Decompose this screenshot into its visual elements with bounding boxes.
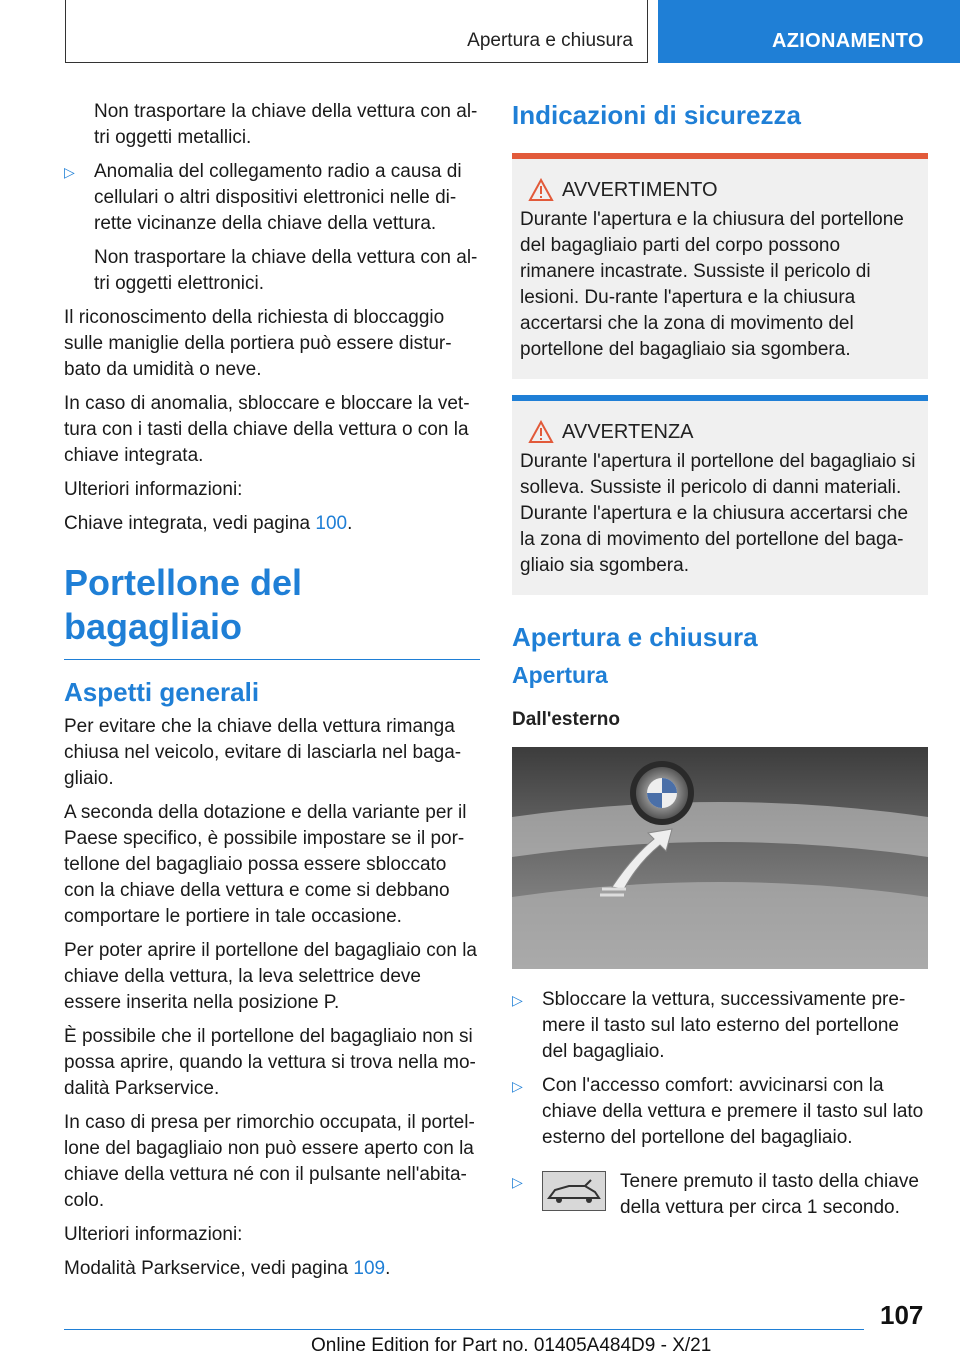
list-item: ▷ Anomalia del collegamento radio a causa di cellulari o altri dispositivi elettronici nelle di-rette vicinanze della chiave della vettura. xyxy=(64,161,462,234)
paragraph: Ulteriori informazioni: xyxy=(64,479,243,500)
paragraph: Ulteriori informazioni: xyxy=(64,1224,243,1245)
paragraph: In caso di presa per rimorchio occupata, il portel-lone del bagagliaio non può essere aperto con la chiave della vettura né con il pulsante nell'abita-colo. xyxy=(64,1112,475,1211)
paragraph: Chiave integrata, vedi pagina 100. xyxy=(64,513,353,534)
bullet-triangle-icon: ▷ xyxy=(512,1078,523,1094)
footer-edition: Online Edition for Part no. 01405A484D9 - X/21 xyxy=(311,1335,712,1356)
warning-box xyxy=(512,153,928,379)
subsection-title: Indicazioni di sicurezza xyxy=(512,100,801,130)
tailgate-button-photo xyxy=(512,747,928,969)
header-section-box xyxy=(65,0,648,63)
car-tailgate-key-icon xyxy=(542,1171,606,1211)
paragraph: Per poter aprire il portellone del bagagliaio con la chiave della vettura, la leva selettrice deve essere inserita nella posizione P. xyxy=(64,940,477,1013)
subsection-title: Apertura e chiusura xyxy=(512,622,758,652)
paragraph: Non trasportare la chiave della vettura con al-tri oggetti elettronici. xyxy=(94,247,478,294)
left-column xyxy=(64,99,480,1290)
paragraph-heading: Dall'esterno xyxy=(512,709,620,730)
warning-triangle-icon xyxy=(528,420,554,444)
paragraph: A seconda della dotazione e della variante per il Paese specifico, è possibile impostare se il por-tellone del bagagliaio possa essere sbloccato con la chiave della vettura e come si debbano comportare le portiere in tale occasione. xyxy=(64,802,467,927)
paragraph: Il riconoscimento della richiesta di bloccaggio sulle maniglie della portiera può essere distur-bato da umidità o neve. xyxy=(64,307,452,380)
page-link[interactable]: 109 xyxy=(353,1258,386,1279)
paragraph: È possibile che il portellone del bagagliaio non si possa aprire, quando la vettura si trova nella mo-dalità Parkservice. xyxy=(64,1026,476,1099)
paragraph: Per evitare che la chiave della vettura rimanga chiusa nel veicolo, evitare di lasciarla nel baga-gliaio. xyxy=(64,716,462,789)
bullet-triangle-icon: ▷ xyxy=(512,1174,523,1190)
notice-text: Durante l'apertura il portellone del bagagliaio si solleva. Sussiste il pericolo di danni materiali. Durante l'apertura e la chiusura accertarsi che la zona di movimento del portellone del baga-gliaio sia sgombera. xyxy=(520,451,916,576)
list-item: ▷ Sbloccare la vettura, successivamente pre-mere il tasto sul lato esterno del portellone del bagagliaio. xyxy=(512,989,906,1062)
subsection-title: Aspetti generali xyxy=(64,677,260,707)
right-column xyxy=(512,99,928,1221)
page-link[interactable]: 100 xyxy=(315,513,348,534)
warning-triangle-icon xyxy=(528,178,554,202)
header-chapter-tab xyxy=(658,0,960,63)
bullet-triangle-icon: ▷ xyxy=(64,164,75,180)
notice-box xyxy=(512,395,928,595)
bullet-triangle-icon: ▷ xyxy=(512,992,523,1008)
section-title: Portellone del bagagliaio xyxy=(64,561,480,660)
warning-text: Durante l'apertura e la chiusura del portellone del bagagliaio parti del corpo possono rimanere incastrate. Sussiste il pericolo di lesioni. Du-rante l'apertura e la chiusura accertarsi che la zona di movimento del portellone del bagagliaio sia sgombera. xyxy=(520,209,904,360)
list-item: ▷ Tenere premuto il tasto della chiave della vettura per circa 1 secondo. xyxy=(512,1171,919,1218)
header-section-title: Apertura e chiusura xyxy=(467,30,633,51)
footer-divider xyxy=(64,1329,864,1330)
paragraph: In caso di anomalia, sbloccare e bloccare la vet-tura con i tasti della chiave della vettura o con la chiave integrata. xyxy=(64,393,470,466)
list-item: ▷ Con l'accesso comfort: avvicinarsi con la chiave della vettura e premere il tasto sul lato esterno del portellone del bagagliaio. xyxy=(512,1075,924,1148)
subsubsection-title: Apertura xyxy=(512,662,608,688)
notice-title: AVVERTENZA xyxy=(562,421,694,443)
page-number: 107 xyxy=(880,1300,924,1330)
warning-title: AVVERTIMENTO xyxy=(562,179,718,201)
paragraph: Non trasportare la chiave della vettura con al-tri oggetti metallici. xyxy=(94,101,478,148)
paragraph: Modalità Parkservice, vedi pagina 109. xyxy=(64,1258,391,1279)
header-chapter-title: AZIONAMENTO xyxy=(772,30,924,52)
